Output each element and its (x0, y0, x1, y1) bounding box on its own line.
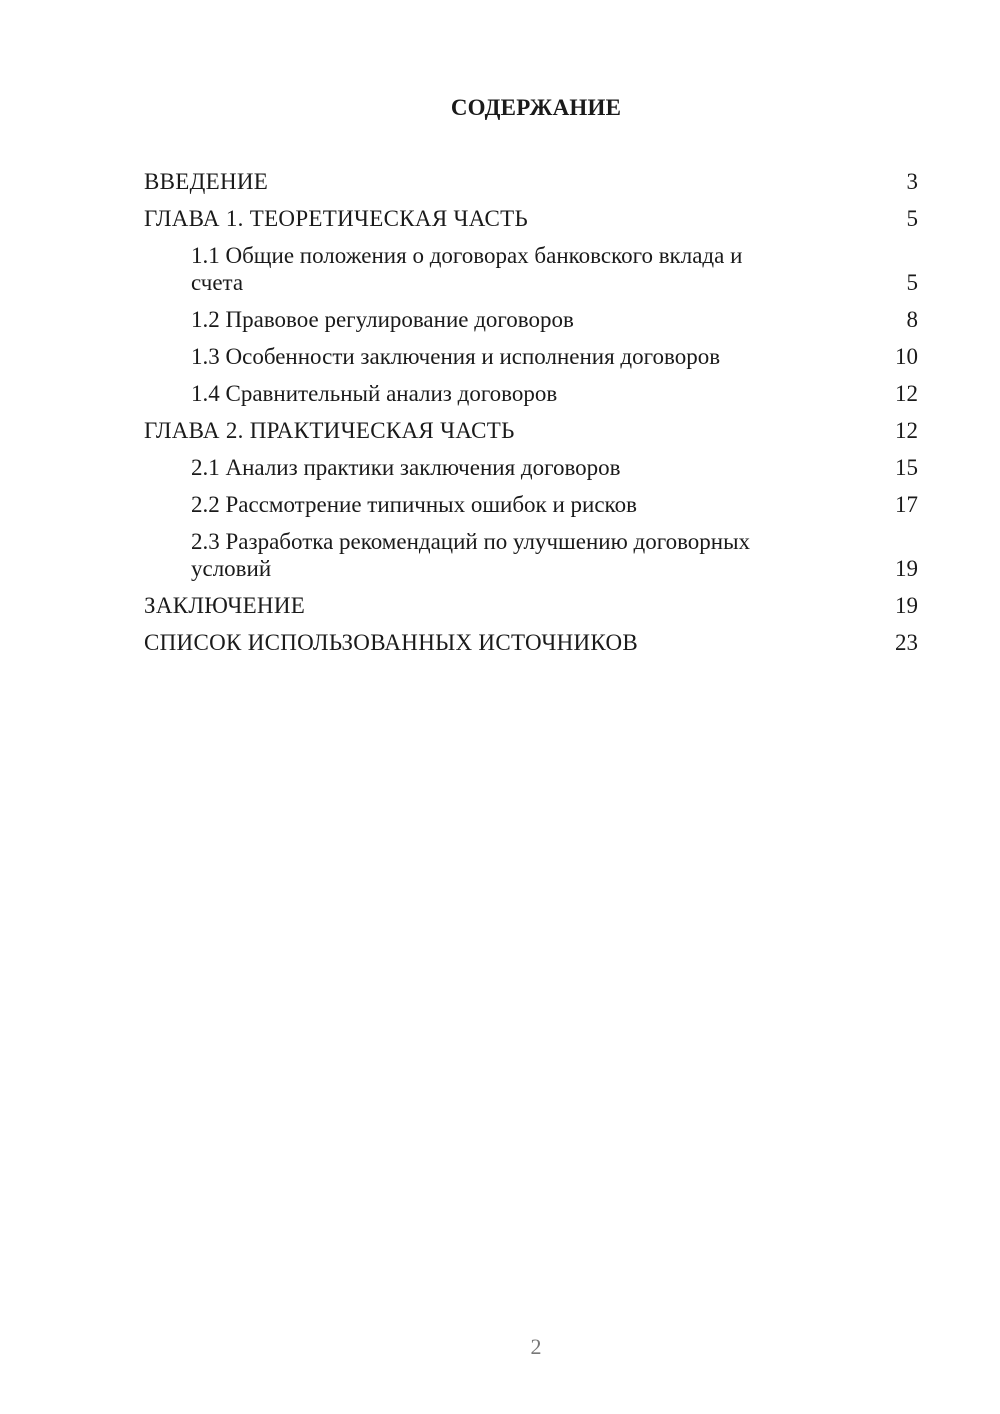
toc-entry-page: 8 (906, 307, 918, 332)
toc-entry-label: 2.2 Рассмотрение типичных ошибок и рисков (191, 492, 637, 517)
toc-entry-label: 1.2 Правовое регулирование договоров (191, 307, 574, 332)
toc-entry-label: СПИСОК ИСПОЛЬЗОВАННЫХ ИСТОЧНИКОВ (144, 630, 639, 655)
toc-entry-section-1-3 (144, 343, 918, 370)
toc-entry-section-1-1 (144, 242, 918, 296)
toc-entry-label: 1.3 Особенности заключения и исполнения договоров (191, 344, 721, 369)
toc-entry-page: 12 (895, 381, 918, 406)
toc-entry-section-2-1 (144, 454, 918, 481)
toc-entry-page: 5 (906, 206, 918, 231)
toc-entry-page: 17 (895, 492, 918, 517)
toc-entry-section-2-2 (144, 491, 918, 518)
toc-entry-chapter-2 (144, 417, 918, 444)
toc-entry-label: ГЛАВА 2. ПРАКТИЧЕСКАЯ ЧАСТЬ (144, 418, 515, 443)
toc-entry-label: 2.1 Анализ практики заключения договоров (191, 455, 621, 480)
toc-entry-label: ГЛАВА 1. ТЕОРЕТИЧЕСКАЯ ЧАСТЬ (144, 206, 529, 231)
toc-entry-label: ВВЕДЕНИЕ (144, 169, 269, 194)
toc-entry-section-2-3 (144, 528, 918, 582)
page-number: 2 (530, 1334, 542, 1359)
table-of-contents (144, 168, 918, 666)
toc-entry-conclusion (144, 592, 918, 619)
toc-entry-section-1-4 (144, 380, 918, 407)
toc-entry-page: 15 (895, 455, 918, 480)
toc-entry-page: 19 (895, 556, 918, 581)
toc-entry-introduction (144, 168, 918, 195)
toc-entry-label: ЗАКЛЮЧЕНИЕ (144, 593, 306, 618)
toc-entry-label: 1.1 Общие положения о договорах банковского вклада и счета (191, 243, 743, 295)
toc-entry-label: 1.4 Сравнительный анализ договоров (191, 381, 558, 406)
toc-entry-section-1-2 (144, 306, 918, 333)
toc-title: СОДЕРЖАНИЕ (450, 95, 622, 120)
toc-entry-page: 19 (895, 593, 918, 618)
toc-entry-chapter-1 (144, 205, 918, 232)
toc-entry-page: 3 (906, 169, 918, 194)
toc-entry-page: 23 (895, 630, 918, 655)
toc-entry-page: 5 (906, 270, 918, 295)
toc-entry-label: 2.3 Разработка рекомендаций по улучшению договорных условий (191, 529, 751, 581)
toc-entry-references (144, 629, 918, 656)
toc-entry-page: 10 (895, 344, 918, 369)
toc-entry-page: 12 (895, 418, 918, 443)
